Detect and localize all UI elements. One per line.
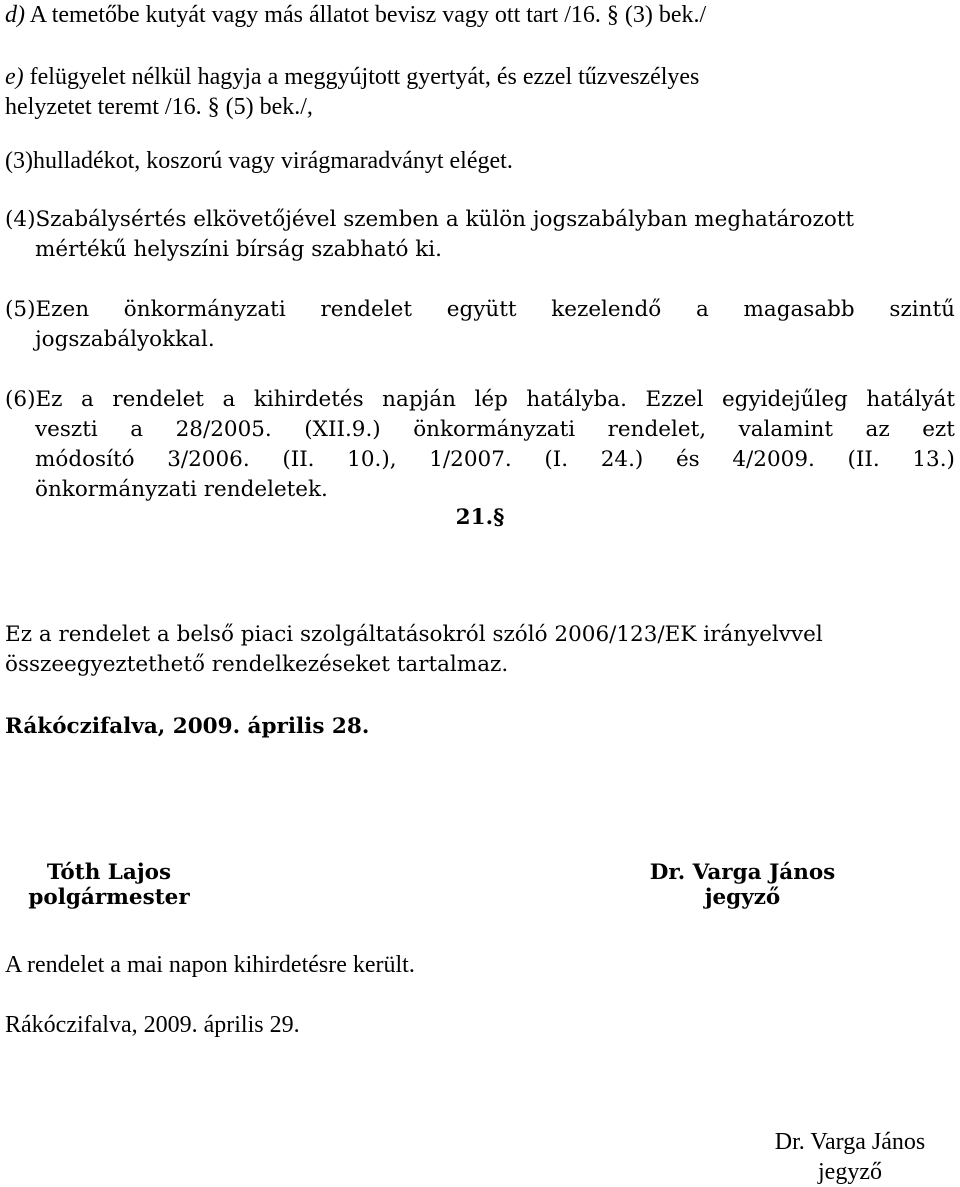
word: 4/2009. xyxy=(732,447,815,472)
word: ezt xyxy=(922,417,955,442)
word: hatályba. xyxy=(526,387,627,412)
word: lép xyxy=(474,387,508,412)
paragraph-4-line-2: mértékű helyszíni bírság szabható ki. xyxy=(35,237,442,262)
word: a xyxy=(81,387,94,412)
word: a xyxy=(222,387,236,412)
word: módosító xyxy=(35,447,135,472)
item-e-text-1: felügyelet nélkül hagyja a meggyújtott gyertyát, és ezzel tűzveszélyes xyxy=(29,64,700,90)
word: 10.), xyxy=(347,447,397,472)
item-d-text: A temetőbe kutyát vagy más állatot bevisz vagy ott tart /16. § (3) bek./ xyxy=(29,2,707,28)
word: (II. xyxy=(282,447,315,472)
word: szintű xyxy=(889,297,955,322)
word: az xyxy=(865,417,890,442)
word: rendelet xyxy=(112,387,204,412)
word: 24.) xyxy=(600,447,644,472)
adoption-place-date: Rákóczifalva, 2009. április 28. xyxy=(5,714,370,739)
word: (5)Ezen xyxy=(5,297,90,322)
item-d-letter: d) xyxy=(5,2,25,28)
word: Ezzel xyxy=(645,387,704,412)
paragraph-5-line-1 xyxy=(5,295,955,325)
word: magasabb xyxy=(743,297,855,322)
signer-title: jegyző xyxy=(704,885,781,910)
paragraph-5-line-2: jogszabályokkal. xyxy=(35,327,215,352)
word: (6)Ez xyxy=(5,387,63,412)
item-e-letter: e) xyxy=(5,64,24,90)
word: napján xyxy=(382,387,456,412)
final-signer-name: Dr. Varga János xyxy=(774,1129,926,1155)
word: valamint xyxy=(738,417,833,442)
signature-block-mayor xyxy=(0,860,218,910)
word: egyidejűleg xyxy=(721,387,848,412)
eu-statement-line-2: összeegyeztethető rendelkezéseket tartalmaz. xyxy=(5,652,509,677)
word: 3/2006. xyxy=(167,447,250,472)
word: (XII.9.) xyxy=(304,417,381,442)
signer-name: Tóth Lajos xyxy=(46,860,172,885)
word: hatályát xyxy=(866,387,955,412)
promulgation-place-date: Rákóczifalva, 2009. április 29. xyxy=(5,1012,300,1038)
paragraph-6-line-1 xyxy=(5,385,955,415)
signer-name: Dr. Varga János xyxy=(649,860,836,885)
signer-title: polgármester xyxy=(28,885,190,910)
word: 13.) xyxy=(912,447,955,472)
word: 28/2005. xyxy=(175,417,272,442)
word: kihirdetés xyxy=(253,387,364,412)
paragraph-6-line-2 xyxy=(35,415,955,445)
final-signer-title: jegyző xyxy=(818,1159,882,1185)
word: a xyxy=(695,297,709,322)
word: (II. xyxy=(847,447,880,472)
final-signature-block xyxy=(740,1127,960,1187)
word: rendelet xyxy=(320,297,413,322)
word: és xyxy=(675,447,700,472)
signature-block-notary xyxy=(625,860,860,910)
item-e-line-2: helyzetet teremt /16. § (5) bek./, xyxy=(5,94,313,120)
word: 1/2007. xyxy=(429,447,512,472)
paragraph-3: (3)hulladékot, koszorú vagy virágmaradványt eléget. xyxy=(5,148,513,174)
section-heading: 21.§ xyxy=(455,505,505,530)
word: önkormányzati xyxy=(413,417,576,442)
paragraph-6-line-4: önkormányzati rendeletek. xyxy=(35,477,328,502)
word: együtt xyxy=(446,297,517,322)
paragraph-6-line-3 xyxy=(35,445,955,475)
word: veszti xyxy=(35,417,98,442)
eu-statement-line-1: Ez a rendelet a belső piaci szolgáltatásokról szóló 2006/123/EK irányelvvel xyxy=(5,622,823,647)
word: önkormányzati xyxy=(123,297,286,322)
word: a xyxy=(130,417,144,442)
item-e-line-1 xyxy=(5,62,955,92)
paragraph-4-line-1: (4)Szabálysértés elkövetőjével szemben a külön jogszabályban meghatározott xyxy=(5,207,855,232)
word: kezelendő xyxy=(551,297,662,322)
word: (I. xyxy=(544,447,569,472)
item-d-line xyxy=(5,0,960,30)
promulgation-note: A rendelet a mai napon kihirdetésre került. xyxy=(5,952,415,978)
word: rendelet, xyxy=(607,417,707,442)
